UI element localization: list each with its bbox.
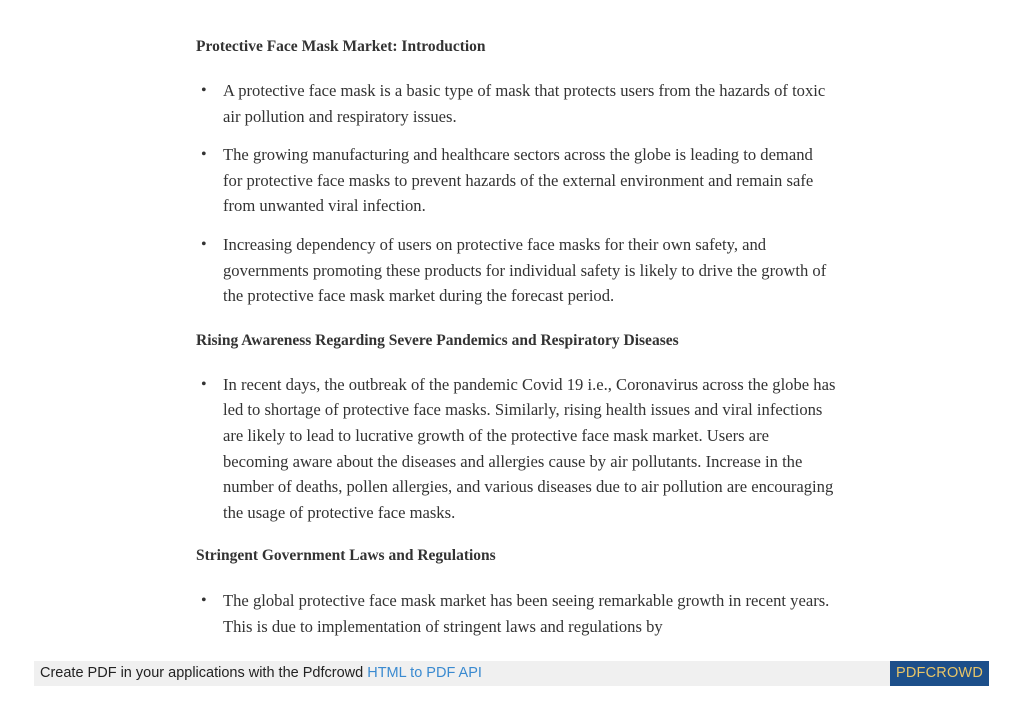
section-heading-regulations: Stringent Government Laws and Regulations [196,547,496,565]
pdfcrowd-footer-bar [34,661,989,686]
bullet-list-regulations [196,588,836,639]
html-to-pdf-api-link[interactable]: HTML to PDF API [367,665,482,681]
list-item-text: Increasing dependency of users on protective face masks for their own safety, and governments promoting these products for individual safety is likely to drive the growth of the protective face mask market during the forecast period. [223,234,827,306]
list-item [196,232,836,309]
list-item-text: The global protective face mask market has been seeing remarkable growth in recent years. This is due to implementation of stringent laws and regulations by [223,591,830,636]
list-item [196,588,836,639]
list-item [196,78,836,129]
bullet-list-awareness [196,372,836,526]
section-heading-introduction: Protective Face Mask Market: Introduction [196,38,486,55]
list-item-text: The growing manufacturing and healthcare sectors across the globe is leading to demand for protective face masks to prevent hazards of the external environment and remain safe from unwanted viral infection. [223,145,814,216]
bullet-icon: • [201,146,207,164]
document-body [196,34,836,640]
pdfcrowd-brand-button[interactable]: PDFCROWD [890,661,989,686]
bullet-icon: • [201,592,207,610]
bullet-icon: • [201,235,207,253]
section-heading-awareness: Rising Awareness Regarding Severe Pandemics and Respiratory Diseases [196,331,679,349]
list-item-text: A protective face mask is a basic type of mask that protects users from the hazards of toxic air pollution and respiratory issues. [223,81,826,126]
bullet-list-introduction [196,78,836,309]
footer-caption: Create PDF in your applications with the Pdfcrowd [40,665,368,681]
list-item-text: In recent days, the outbreak of the pandemic Covid 19 i.e., Coronavirus across the globe has led to shortage of protective face masks. Similarly, rising health issues and viral infections are likely to lead to lucrative growth of the protective face mask market. Users are becoming aware about the diseases and allergies cause by air pollutants. Increase in the number of deaths, pollen allergies, and various diseases due to air pollution are encouraging the usage of protective face masks. [223,374,836,522]
bullet-icon: • [201,82,207,99]
list-item [196,372,836,526]
bullet-icon: • [201,375,207,393]
list-item [196,142,836,219]
footer-text [40,661,482,686]
